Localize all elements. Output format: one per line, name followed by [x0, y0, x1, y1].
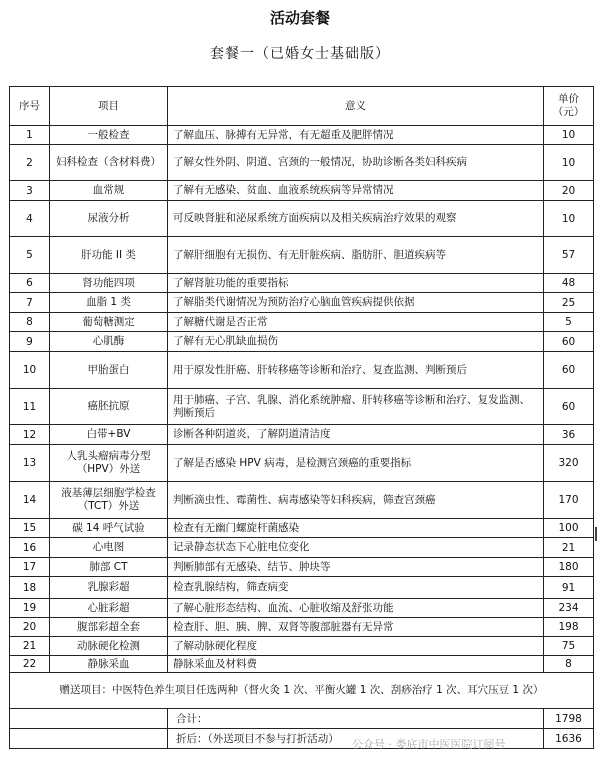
row-item: 乳腺彩超 [50, 577, 168, 599]
row-meaning: 了解有无心肌缺血损伤 [168, 332, 544, 352]
row-item: 甲胎蛋白 [50, 352, 168, 389]
row-item: 葡萄糖测定 [50, 313, 168, 332]
row-meaning: 了解肾脏功能的重要指标 [168, 274, 544, 293]
header-price: 单价（元） [544, 87, 594, 126]
row-item: 白带+BV [50, 425, 168, 445]
row-item: 肝功能 II 类 [50, 237, 168, 274]
watermark-text: 公众号 · 娄底市中医医院订阅号 [352, 738, 506, 751]
row-price: 25 [544, 293, 594, 313]
row-price: 8 [544, 656, 594, 673]
table-row [10, 237, 594, 274]
row-no: 9 [10, 332, 50, 352]
row-meaning: 静脉采血及材料费 [168, 656, 544, 673]
row-no: 18 [10, 577, 50, 599]
row-price: 320 [544, 445, 594, 482]
row-meaning: 检查肝、胆、胰、脾、双肾等腹部脏器有无异常 [168, 618, 544, 637]
row-no: 8 [10, 313, 50, 332]
row-price: 10 [544, 201, 594, 237]
row-price: 198 [544, 618, 594, 637]
total-blank [10, 709, 168, 729]
table-row [10, 425, 594, 445]
row-price: 57 [544, 237, 594, 274]
row-no: 10 [10, 352, 50, 389]
row-price: 48 [544, 274, 594, 293]
table-header-row [10, 87, 594, 126]
row-item: 腹部彩超全套 [50, 618, 168, 637]
row-price: 60 [544, 332, 594, 352]
table-row [10, 332, 594, 352]
row-no: 3 [10, 181, 50, 201]
header-meaning: 意义 [168, 87, 544, 126]
row-no: 13 [10, 445, 50, 482]
discount-value: 1636 [544, 729, 594, 749]
row-item: 癌胚抗原 [50, 389, 168, 425]
row-no: 16 [10, 538, 50, 558]
row-item: 心脏彩超 [50, 599, 168, 618]
row-meaning: 判断肺部有无感染、结节、肿块等 [168, 558, 544, 577]
gift-row [10, 673, 594, 709]
table-row [10, 637, 594, 656]
row-meaning: 了解肝细胞有无损伤、有无肝脏疾病、脂肪肝、胆道疾病等 [168, 237, 544, 274]
row-meaning: 检查乳腺结构，筛查病变 [168, 577, 544, 599]
table-row [10, 599, 594, 618]
row-price: 10 [544, 145, 594, 181]
row-price: 10 [544, 126, 594, 145]
page-title: 活动套餐 [269, 9, 330, 27]
row-meaning: 可反映肾脏和泌尿系统方面疾病以及相关疾病治疗效果的观察 [168, 201, 544, 237]
table-row [10, 558, 594, 577]
row-meaning: 了解动脉硬化程度 [168, 637, 544, 656]
row-item: 妇科检查（含材料费） [50, 145, 168, 181]
table-row [10, 293, 594, 313]
row-item: 肺部 CT [50, 558, 168, 577]
row-item: 血常规 [50, 181, 168, 201]
row-item: 尿液分析 [50, 201, 168, 237]
row-meaning: 记录静态状态下心脏电位变化 [168, 538, 544, 558]
table-row [10, 445, 594, 482]
row-no: 6 [10, 274, 50, 293]
row-no: 21 [10, 637, 50, 656]
row-item: 心肌酶 [50, 332, 168, 352]
row-no: 20 [10, 618, 50, 637]
row-no: 22 [10, 656, 50, 673]
table-row [10, 145, 594, 181]
table-row [10, 201, 594, 237]
row-no: 5 [10, 237, 50, 274]
row-meaning: 用于原发性肝癌、肝转移癌等诊断和治疗、复查监测、判断预后 [168, 352, 544, 389]
table-row [10, 656, 594, 673]
row-meaning: 了解心脏形态结构、血流、心脏收缩及舒张功能 [168, 599, 544, 618]
row-meaning: 了解有无感染、贫血、血液系统疾病等异常情况 [168, 181, 544, 201]
package-table [9, 86, 594, 749]
row-meaning: 检查有无幽门螺旋杆菌感染 [168, 519, 544, 538]
row-meaning: 了解女性外阴、阴道、宫颈的一般情况，协助诊断各类妇科疾病 [168, 145, 544, 181]
row-price: 75 [544, 637, 594, 656]
row-no: 7 [10, 293, 50, 313]
row-item: 血脂 1 类 [50, 293, 168, 313]
row-price: 5 [544, 313, 594, 332]
row-item: 肾功能四项 [50, 274, 168, 293]
row-price: 100 [544, 519, 594, 538]
row-price: 60 [544, 389, 594, 425]
table-row [10, 577, 594, 599]
table-row [10, 181, 594, 201]
table-row [10, 313, 594, 332]
package-subtitle: 套餐一（已婚女士基础版） [210, 46, 390, 62]
row-no: 14 [10, 482, 50, 519]
row-item: 静脉采血 [50, 656, 168, 673]
row-meaning: 了解是否感染 HPV 病毒，是检测宫颈癌的重要指标 [168, 445, 544, 482]
header-no: 序号 [10, 87, 50, 126]
row-meaning: 判断滴虫性、霉菌性、病毒感染等妇科疾病，筛查宫颈癌 [168, 482, 544, 519]
header-item: 项目 [50, 87, 168, 126]
row-meaning: 诊断各种阴道炎，了解阴道清洁度 [168, 425, 544, 445]
table-row [10, 482, 594, 519]
row-price: 180 [544, 558, 594, 577]
discount-row [10, 729, 594, 749]
row-no: 1 [10, 126, 50, 145]
page-edge-mark [595, 527, 597, 541]
table-row [10, 389, 594, 425]
total-row [10, 709, 594, 729]
total-label: 合计： [168, 709, 544, 729]
row-meaning: 了解糖代谢是否正常 [168, 313, 544, 332]
row-no: 11 [10, 389, 50, 425]
table-row [10, 352, 594, 389]
table-body [10, 126, 594, 749]
row-item: 人乳头瘤病毒分型（HPV）外送 [50, 445, 168, 482]
table-row [10, 618, 594, 637]
row-item: 液基薄层细胞学检查（TCT）外送 [50, 482, 168, 519]
row-price: 20 [544, 181, 594, 201]
row-meaning: 用于肺癌、子宫、乳腺、消化系统肿瘤、肝转移癌等诊断和治疗、复发监测、判断预后 [168, 389, 544, 425]
table-row [10, 538, 594, 558]
discount-blank [10, 729, 168, 749]
row-no: 19 [10, 599, 50, 618]
table-row [10, 274, 594, 293]
row-item: 动脉硬化检测 [50, 637, 168, 656]
row-price: 170 [544, 482, 594, 519]
row-no: 4 [10, 201, 50, 237]
table-row [10, 519, 594, 538]
row-meaning: 了解血压、脉搏有无异常，有无超重及肥胖情况 [168, 126, 544, 145]
table-row [10, 126, 594, 145]
row-meaning: 了解脂类代谢情况为预防治疗心脑血管疾病提供依据 [168, 293, 544, 313]
discount-label: 折后：（外送项目不参与打折活动） [168, 729, 544, 749]
row-price: 60 [544, 352, 594, 389]
row-no: 17 [10, 558, 50, 577]
total-value: 1798 [544, 709, 594, 729]
row-price: 21 [544, 538, 594, 558]
row-item: 碳 14 呼气试验 [50, 519, 168, 538]
row-price: 234 [544, 599, 594, 618]
row-price: 36 [544, 425, 594, 445]
row-no: 15 [10, 519, 50, 538]
row-item: 心电图 [50, 538, 168, 558]
row-no: 12 [10, 425, 50, 445]
row-item: 一般检查 [50, 126, 168, 145]
gift-note: 赠送项目：中医特色养生项目任选两种（督火灸 1 次、平衡火罐 1 次、刮痧治疗 1 次、耳穴压豆 1 次） [10, 673, 594, 709]
row-no: 2 [10, 145, 50, 181]
row-price: 91 [544, 577, 594, 599]
